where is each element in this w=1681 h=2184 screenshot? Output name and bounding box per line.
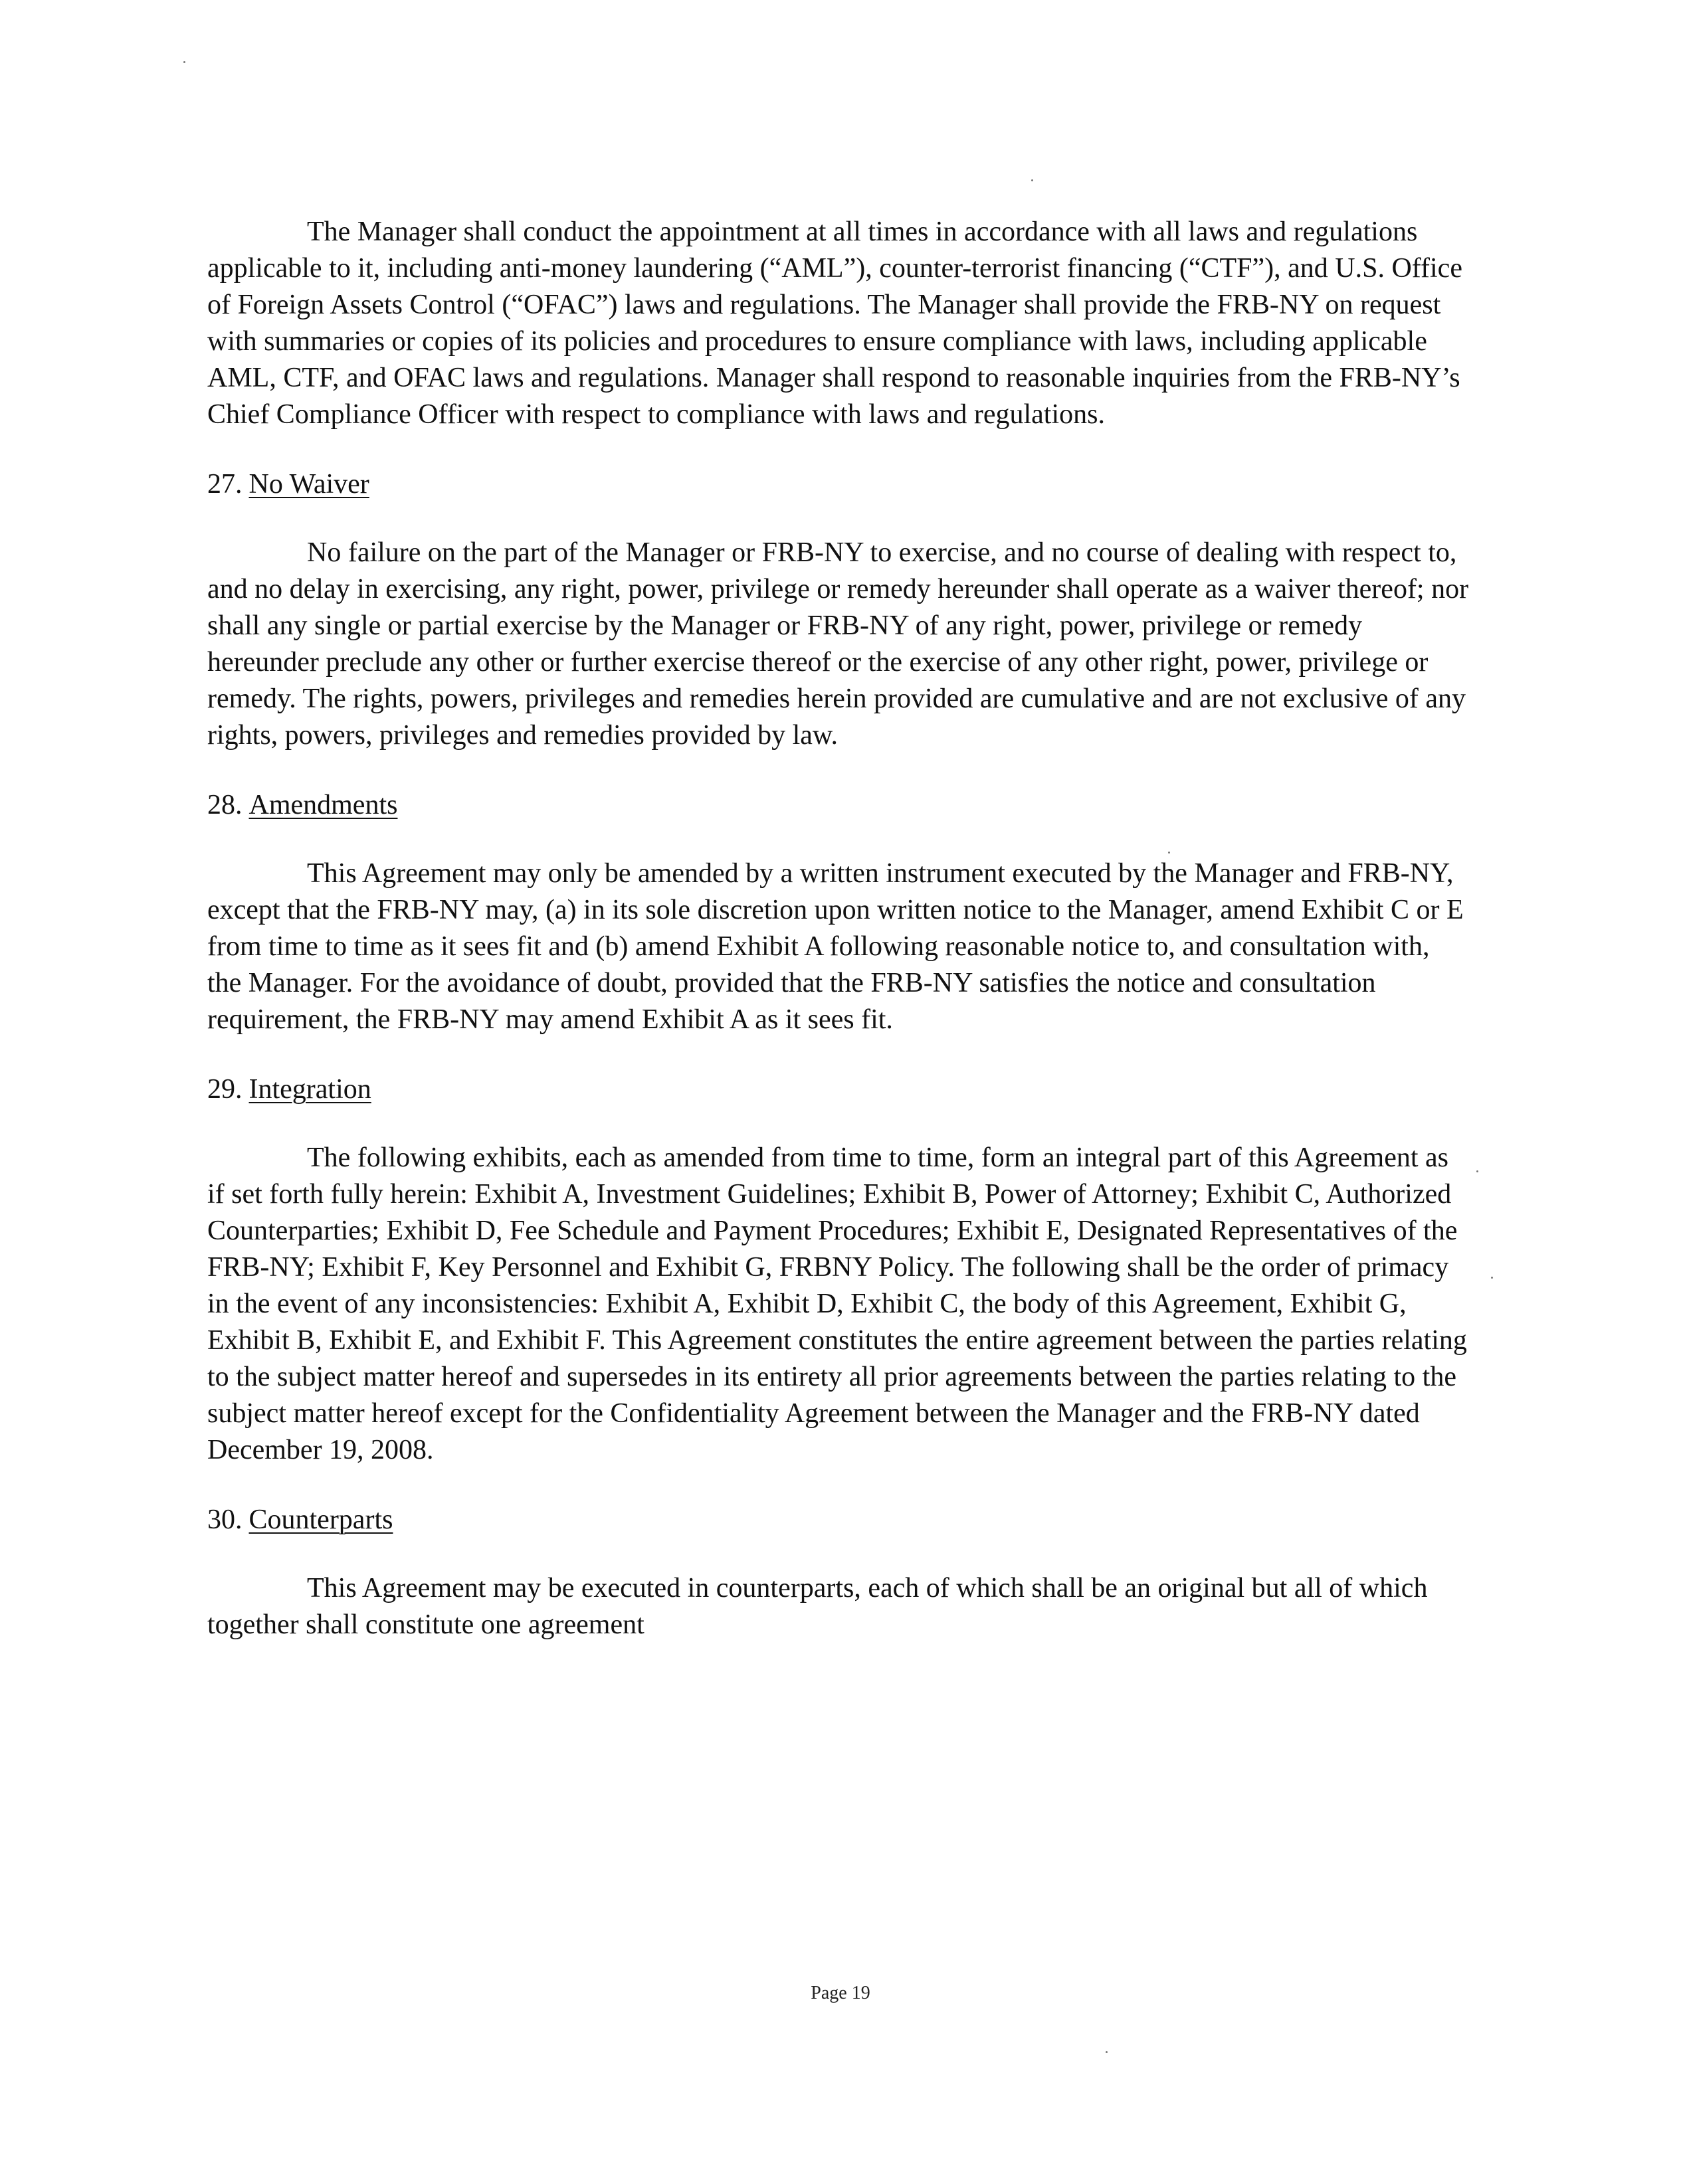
- section-body-28: This Agreement may only be amended by a written instrument executed by the Manager and FRB-NY, except that the FRB-NY may, (a) in its sole discretion upon written notice to the Manager, amend Exhibit C or E from time to time as it sees fit and (b) amend Exhibit A following reasonable notice to, and consultation with, the Manager. For the avoidance of doubt, provided that the FRB-NY satisfies the notice and consultation requirement, the FRB-NY may amend Exhibit A as it sees fit.: [207, 858, 1464, 1035]
- section-title: No Waiver: [248, 469, 369, 500]
- scan-speck: [1491, 1277, 1493, 1279]
- scan-speck: [1031, 179, 1033, 181]
- section-heading-30: [207, 1502, 1470, 1538]
- section-number: 27.: [207, 469, 243, 500]
- section-body-27: No failure on the part of the Manager or FRB-NY to exercise, and no course of dealing with respect to, and no delay in exercising, any right, power, privilege or remedy hereunder shall operate as a waiver thereof; nor shall any single or partial exercise by the Manager or FRB-NY of any right, power, privilege or remedy hereunder preclude any other or further exercise thereof or the exercise of any other right, power, privilege or remedy. The rights, powers, privileges and remedies herein provided are cumulative and are not exclusive of any rights, powers, privileges and remedies provided by law.: [207, 537, 1469, 751]
- section-heading-27: [207, 466, 1470, 503]
- document-body: [207, 214, 1470, 1643]
- section-title: Counterparts: [248, 1504, 393, 1535]
- section-number: 28.: [207, 790, 243, 820]
- scan-speck: [183, 61, 185, 63]
- scan-speck: [1476, 1170, 1478, 1172]
- section-title: Amendments: [248, 790, 398, 820]
- intro-paragraph: The Manager shall conduct the appointment at all times in accordance with all laws and regulations applicable to it, including anti-money laundering (“AML”), counter-terrorist financing (“CTF”), and U.S. Office of Foreign Assets Control (“OFAC”) laws and regulations. The Manager shall provide the FRB-NY on request with summaries or copies of its policies and procedures to ensure compliance with laws, including applicable AML, CTF, and OFAC laws and regulations. Manager shall respond to reasonable inquiries from the FRB-NY’s Chief Compliance Officer with respect to compliance with laws and regulations.: [207, 217, 1462, 430]
- section-body-29: The following exhibits, each as amended from time to time, form an integral part of this Agreement as if set forth fully herein: Exhibit A, Investment Guidelines; Exhibit B, Power of Attorney; Exhibit C, Authorized Counterparties; Exhibit D, Fee Schedule and Payment Procedures; Exhibit E, Designated Representatives of the FRB-NY; Exhibit F, Key Personnel and Exhibit G, FRBNY Policy. The following shall be the order of primacy in the event of any inconsistencies: Exhibit A, Exhibit D, Exhibit C, the body of this Agreement, Exhibit G, Exhibit B, Exhibit E, and Exhibit F. This Agreement constitutes the entire agreement between the parties relating to the subject matter hereof and supersedes in its entirety all prior agreements between the parties relating to the subject matter hereof except for the Confidentiality Agreement between the Manager and the FRB-NY dated December 19, 2008.: [207, 1142, 1467, 1465]
- section-number: 29.: [207, 1074, 243, 1105]
- scan-speck: [1106, 2051, 1108, 2053]
- section-body-30: This Agreement may be executed in counterparts, each of which shall be an original but all of which together shall constitute one agreement: [207, 1573, 1428, 1640]
- section-heading-29: [207, 1071, 1470, 1108]
- section-number: 30.: [207, 1504, 243, 1535]
- section-heading-28: [207, 787, 1470, 824]
- section-title: Integration: [248, 1074, 371, 1105]
- page-number: Page 19: [811, 1983, 870, 2003]
